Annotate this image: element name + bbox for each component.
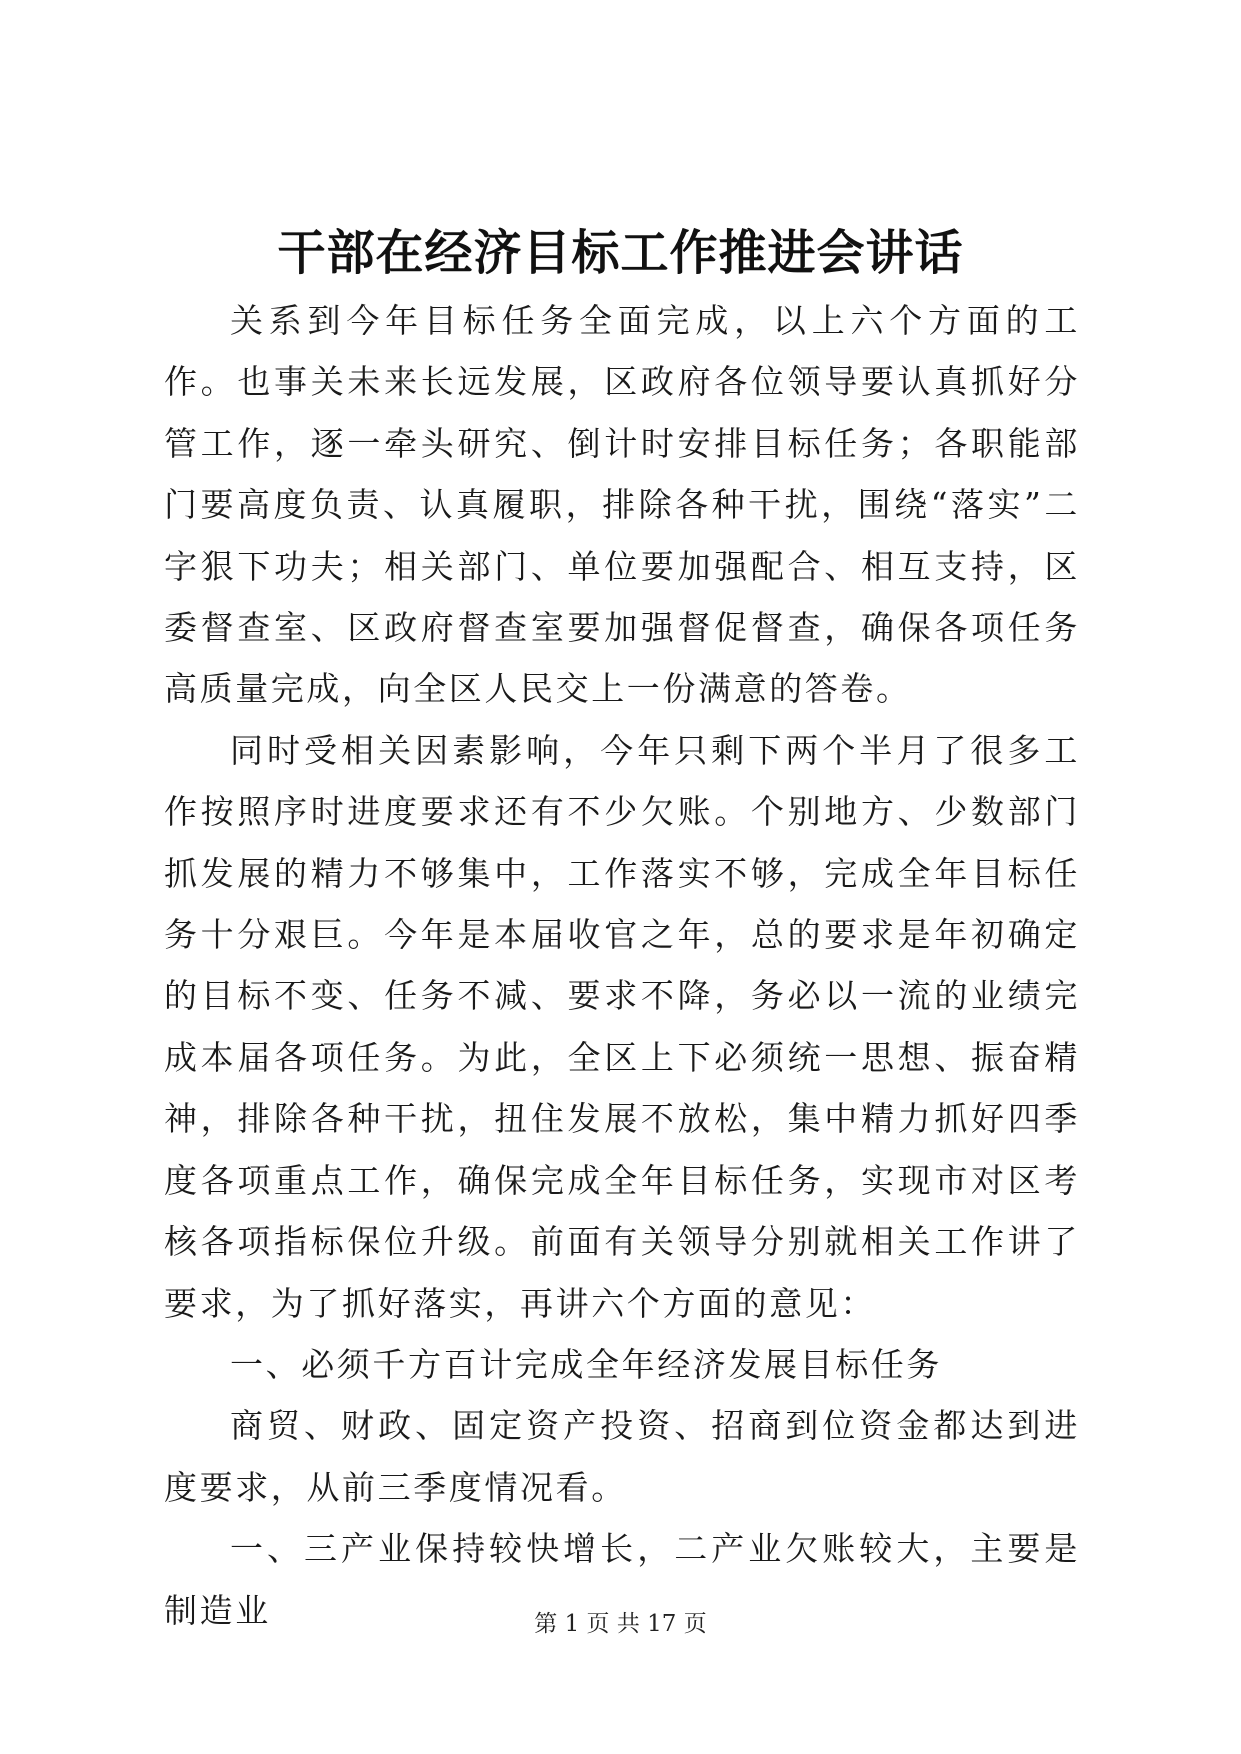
document-title: 干部在经济目标工作推进会讲话 <box>277 225 964 281</box>
paragraph: 一、三产业保持较快增长，二产业欠账较大，主要是制造业 <box>164 1529 1080 1630</box>
paragraph: 关系到今年目标任务全面完成，以上六个方面的工作。也事关未来长远发展，区政府各位领导要认真抓好分管工作，逐一牵头研究、倒计时安排目标任务；各职能部门要高度负责、认真履职，排除各种干扰，围绕“落实”二字狠下功夫；相关部门、单位要加强配合、相互支持，区委督查室、区政府督查室要加强督促督查，确保各项任务高质量完成，向全区人民交上一份满意的答卷。 <box>164 301 1080 709</box>
page-number-footer: 第 1 页 共 17 页 <box>534 1611 707 1637</box>
paragraph: 商贸、财政、固定资产投资、招商到位资金都达到进度要求，从前三季度情况看。 <box>164 1406 1080 1507</box>
document-body <box>164 290 1080 1641</box>
paragraph: 同时受相关因素影响，今年只剩下两个半月了很多工作按照序时进度要求还有不少欠账。个别地方、少数部门抓发展的精力不够集中，工作落实不够，完成全年目标任务十分艰巨。今年是本届收官之年，总的要求是年初确定的目标不变、任务不减、要求不降，务必以一流的业绩完成本届各项任务。为此，全区上下必须统一思想、振奋精神，排除各种干扰，扭住发展不放松，集中精力抓好四季度各项重点工作，确保完成全年目标任务，实现市对区考核各项指标保位升级。前面有关领导分别就相关工作讲了要求，为了抓好落实，再讲六个方面的意见： <box>164 730 1080 1323</box>
section-heading: 一、必须千方百计完成全年经济发展目标任务 <box>230 1344 942 1384</box>
